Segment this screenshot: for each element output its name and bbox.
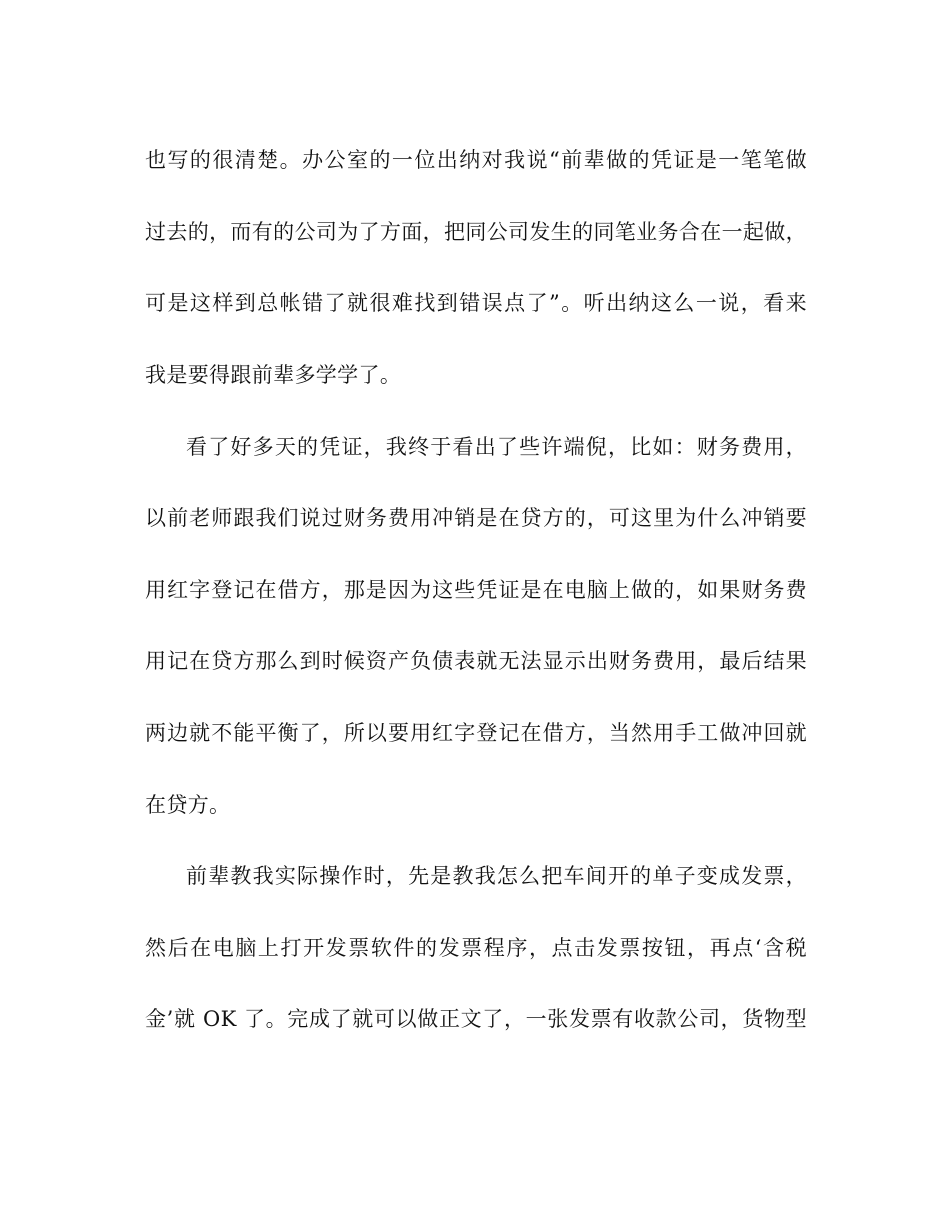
text-line-2: 过去的，而有的公司为了方面，把同公司发生的同笔业务合在一起做， (145, 220, 807, 244)
text-line-9: 两边就不能平衡了，所以要用红字登记在借方，当然用手工做冲回就 (145, 721, 807, 745)
text-line-8: 用记在贷方那么到时候资产负债表就无法显示出财务费用，最后结果 (145, 649, 807, 673)
text-line-12: 然后在电脑上打开发票软件的发票程序，点击发票按钮，再点‘含税 (145, 936, 807, 960)
text-line-3: 可是这样到总帐错了就很难找到错误点了”。听出纳这么一说，看来 (145, 291, 807, 315)
text-line-13: 金’就 OK 了。完成了就可以做正文了，一张发票有收款公司，货物型 (145, 1007, 807, 1031)
text-line-5: 看了好多天的凭证，我终于看出了些许端倪，比如：财务费用， (186, 435, 807, 459)
text-line-1: 也写的很清楚。办公室的一位出纳对我说“前辈做的凭证是一笔笔做 (145, 148, 807, 172)
text-line-7: 用红字登记在借方，那是因为这些凭证是在电脑上做的，如果财务费 (145, 578, 807, 602)
text-line-10: 在贷方。 (145, 793, 231, 817)
text-line-4: 我是要得跟前辈多学学了。 (145, 363, 402, 387)
text-line-6: 以前老师跟我们说过财务费用冲销是在贷方的，可这里为什么冲销要 (145, 506, 807, 530)
text-line-11: 前辈教我实际操作时，先是教我怎么把车间开的单子变成发票， (186, 864, 807, 888)
